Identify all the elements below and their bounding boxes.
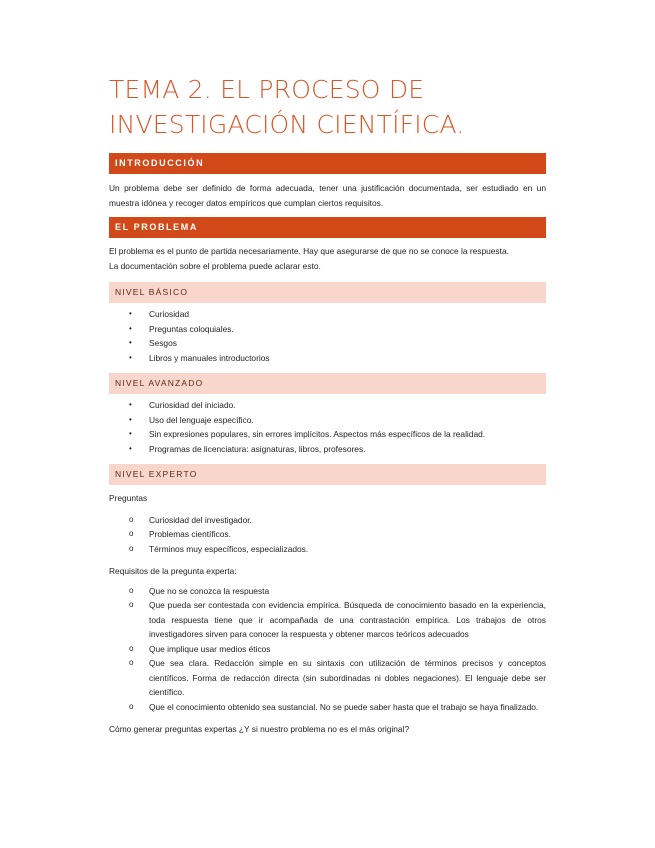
closing-question: Cómo generar preguntas expertas ¿Y si nuestro problema no es el más original? (109, 724, 410, 734)
problema-line-2: La documentación sobre el problema puede aclarar esto. (109, 260, 321, 271)
bullet-marker: • (129, 323, 132, 333)
subsection-header-nivel-experto: NIVEL EXPERTO (109, 464, 546, 485)
document-page (109, 0, 546, 737)
avanzado-list (109, 398, 546, 456)
subsection-header-nivel-avanzado: NIVEL AVANZADO (109, 373, 546, 394)
section-header-introduccion: INTRODUCCIÓN (109, 153, 546, 174)
page-title (109, 72, 546, 142)
basico-list (109, 307, 546, 365)
bullet-marker: • (129, 443, 132, 453)
list-item: • Uso del lenguaje específico. (109, 413, 546, 428)
section-header-el-problema: EL PROBLEMA (109, 217, 546, 238)
list-item: • Libros y manuales introductorios (109, 351, 546, 366)
intro-paragraph: Un problema debe ser definido de forma adecuada, tener una justificación documentada, ser estudiado en un muestra idónea y recoger datos empíricos que cumplan ciertos requisitos. (109, 183, 546, 208)
list-item: o Términos muy específicos, especializados. (109, 542, 546, 557)
list-item: • Sin expresiones populares, sin errores implícitos. Aspectos más específicos de la realidad. (109, 427, 546, 442)
list-item: o Curiosidad del investigador. (109, 513, 546, 528)
list-item: o Que sea clara. Redacción simple en su sintaxis con utilización de términos precisos y conceptos científicos. Forma de redacción directa (sin subordinadas ni dobles negaciones). El lenguaje debe ser científico. (129, 658, 546, 697)
circle-marker: o (129, 514, 134, 524)
bullet-marker: • (129, 338, 132, 347)
preguntas-list (109, 513, 546, 557)
problema-line-1: El problema es el punto de partida necesariamente. Hay que asegurarse de que no se conoce la respuesta. (109, 246, 509, 256)
bullet-marker: • (129, 309, 132, 318)
list-item: o Que pueda ser contestada con evidencia empírica. Búsqueda de conocimiento basado en la experiencia, toda respuesta tiene que ir acompañada de una contrastación empírica. Los trabajos de otros investigadores sirven para conocer la respuesta y obtener marcos teóricos adecuados (129, 600, 546, 639)
list-item: o Problemas científicos. (109, 527, 546, 542)
circle-marker: o (129, 585, 134, 595)
list-item: • Curiosidad del iniciado. (109, 398, 546, 413)
list-item: o Que el conocimiento obtenido sea sustancial. No se puede saber hasta que el trabajo se haya finalizado. (109, 700, 546, 715)
list-item: o Que no se conozca la respuesta (109, 584, 546, 599)
list-item: • Programas de licenciatura: asignaturas, libros, profesores. (109, 442, 546, 457)
circle-marker: o (129, 543, 134, 553)
title-line-2: INVESTIGACIÓN CIENTÍFICA. (109, 110, 465, 139)
circle-marker: o (129, 658, 134, 667)
requisitos-list (109, 584, 546, 715)
circle-marker: o (129, 643, 134, 653)
list-item: • Preguntas coloquiales. (109, 322, 546, 337)
bullet-marker: • (129, 429, 132, 438)
bullet-marker: • (129, 414, 132, 424)
list-item: o Que implique usar medios éticos (109, 642, 546, 657)
list-item: • Sesgos (109, 336, 546, 351)
circle-marker: o (129, 529, 134, 538)
circle-marker: o (129, 701, 134, 711)
bullet-marker: • (129, 352, 132, 362)
bullet-marker: • (129, 400, 132, 409)
title-line-1: TEMA 2. EL PROCESO DE (109, 75, 425, 104)
requisitos-label: Requisitos de la pregunta experta: (109, 566, 237, 576)
preguntas-label: Preguntas (109, 493, 148, 503)
circle-marker: o (129, 600, 134, 609)
list-item: • Curiosidad (109, 307, 546, 322)
problema-paragraph (109, 244, 546, 273)
subsection-header-nivel-basico: NIVEL BÁSICO (109, 282, 546, 303)
